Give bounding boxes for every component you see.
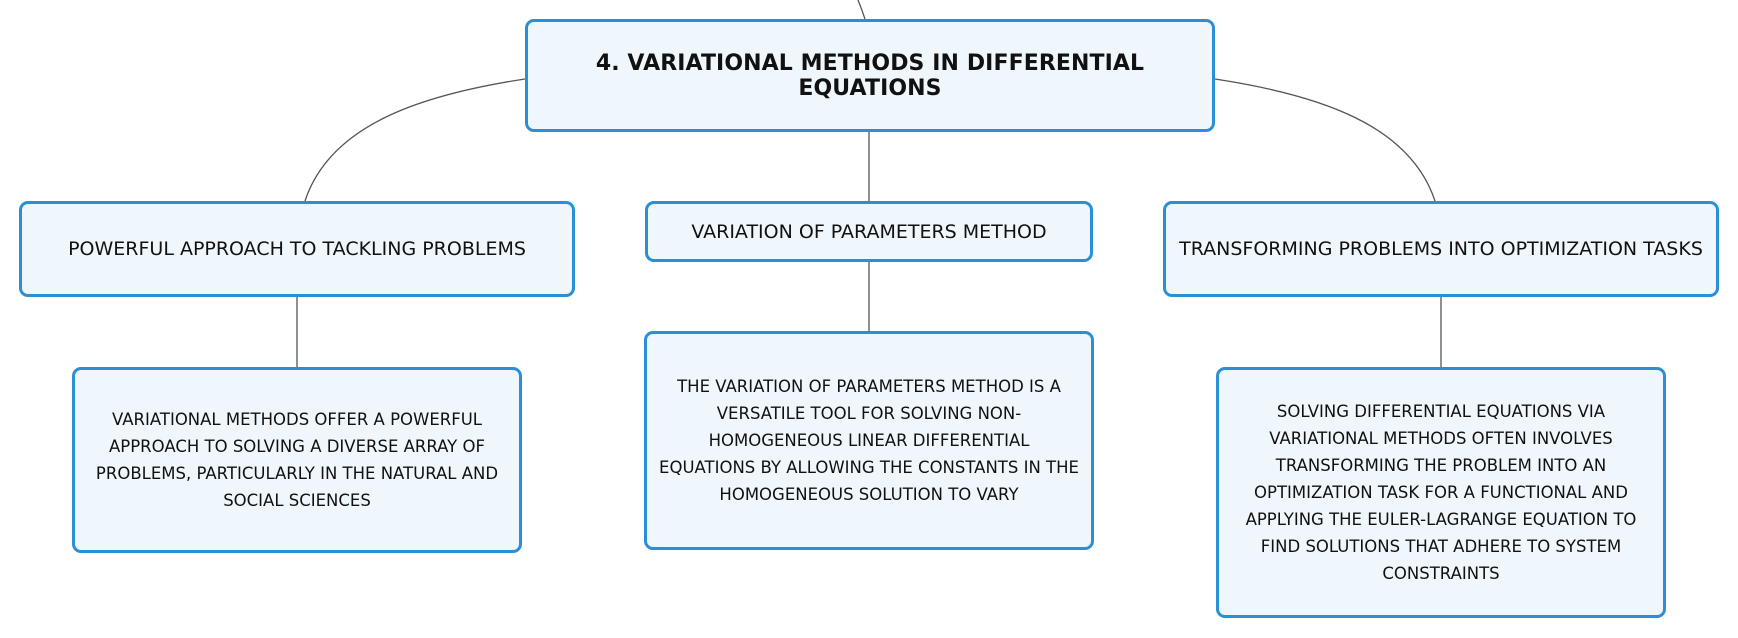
branch-optimization-tasks-label: TRANSFORMING PROBLEMS INTO OPTIMIZATION TASKS xyxy=(1179,238,1703,260)
branch-optimization-tasks[interactable] xyxy=(1163,201,1719,297)
branch-powerful-approach[interactable] xyxy=(19,201,575,297)
detail-variation-of-parameters-text: THE VARIATION OF PARAMETERS METHOD IS A VERSATILE TOOL FOR SOLVING NON-HOMOGENEOUS LINEAR DIFFERENTIAL EQUATIONS BY ALLOWING THE CONSTANTS IN THE HOMOGENEOUS SOLUTION TO VARY xyxy=(659,377,1079,504)
connector-root-to-branch-3 xyxy=(1215,79,1435,201)
connector-parent-to-root xyxy=(858,0,865,19)
detail-variation-of-parameters[interactable] xyxy=(644,331,1094,550)
root-topic[interactable] xyxy=(525,19,1215,132)
detail-optimization-tasks-text: SOLVING DIFFERENTIAL EQUATIONS VIA VARIATIONAL METHODS OFTEN INVOLVES TRANSFORMING THE PROBLEM INTO AN OPTIMIZATION TASK FOR A FUNCTIONAL AND APPLYING THE EULER-LAGRANGE EQUATION TO FIND SOLUTIONS THAT ADHERE TO SYSTEM CONSTRAINTS xyxy=(1245,402,1637,583)
branch-powerful-approach-label: POWERFUL APPROACH TO TACKLING PROBLEMS xyxy=(68,238,526,260)
branch-variation-of-parameters[interactable] xyxy=(645,201,1093,262)
root-topic-label: 4. VARIATIONAL METHODS IN DIFFERENTIAL EQUATIONS xyxy=(595,50,1145,101)
branch-variation-of-parameters-label: VARIATION OF PARAMETERS METHOD xyxy=(691,220,1047,243)
detail-powerful-approach[interactable] xyxy=(72,367,522,553)
connector-root-to-branch-1 xyxy=(305,79,525,201)
detail-powerful-approach-text: VARIATIONAL METHODS OFFER A POWERFUL APPROACH TO SOLVING A DIVERSE ARRAY OF PROBLEMS, PARTICULARLY IN THE NATURAL AND SOCIAL SCIENCES xyxy=(95,410,499,510)
detail-optimization-tasks[interactable] xyxy=(1216,367,1666,618)
